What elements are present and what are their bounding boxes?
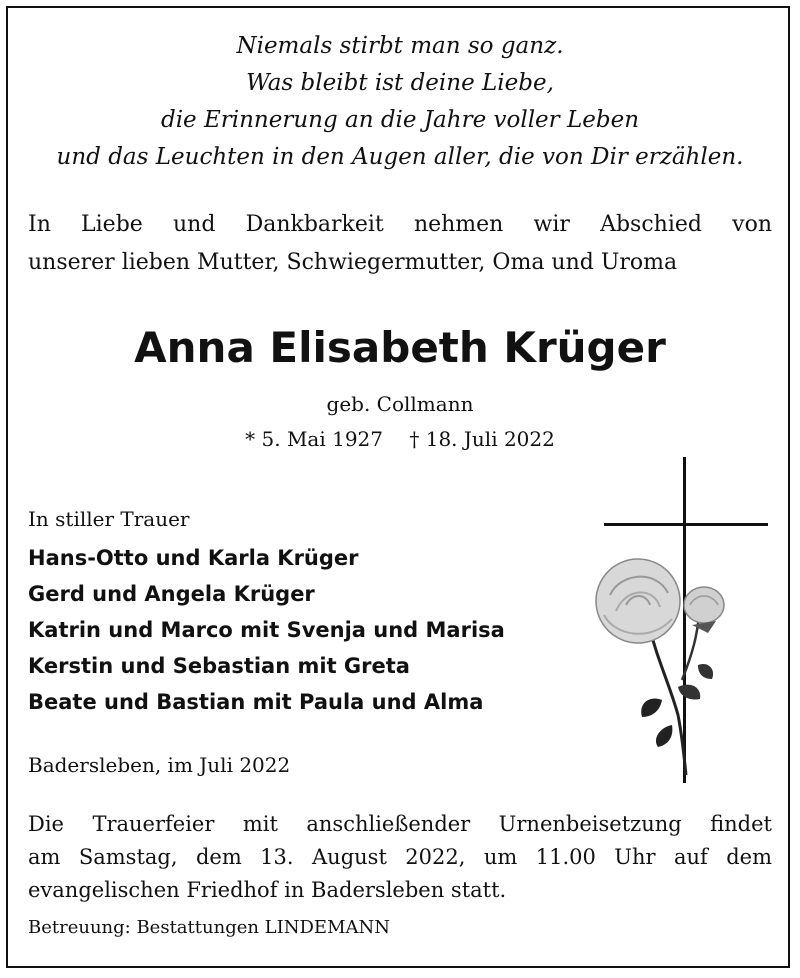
place-date: Badersleben, im Juli 2022 xyxy=(28,753,291,777)
intro-line: In Liebe und Dankbarkeit nehmen wir Abschied von xyxy=(28,212,772,237)
intro-line: unserer lieben Mutter, Schwiegermutter, Oma und Uroma xyxy=(28,250,678,275)
rose-icon xyxy=(596,559,724,775)
life-dates xyxy=(20,424,780,454)
family-member: Katrin und Marco mit Svenja und Marisa xyxy=(28,618,505,642)
birth-name: geb. Collmann xyxy=(326,392,474,416)
family-member: Beate und Bastian mit Paula und Alma xyxy=(28,690,484,714)
deceased-name: Anna Elisabeth Krüger xyxy=(134,323,666,372)
ceremony-line: am Samstag, dem 13. August 2022, um 11.00 Uhr auf dem xyxy=(28,845,772,869)
death-date: † 18. Juli 2022 xyxy=(409,427,555,451)
funeral-home: Betreuung: Bestattungen LINDEMANN xyxy=(28,917,390,938)
birth-date: * 5. Mai 1927 xyxy=(245,427,384,451)
poem-line: die Erinnerung an die Jahre voller Leben xyxy=(160,107,640,133)
family-member: Kerstin und Sebastian mit Greta xyxy=(28,654,410,678)
intro-text xyxy=(28,206,772,282)
family-member: Hans-Otto und Karla Krüger xyxy=(28,546,359,570)
poem-line: und das Leuchten in den Augen aller, die von Dir erzählen. xyxy=(56,144,744,170)
mourning-heading: In stiller Trauer xyxy=(28,507,190,531)
poem xyxy=(20,28,780,176)
poem-line: Was bleibt ist deine Liebe, xyxy=(246,70,554,96)
ceremony-line: Die Trauerfeier mit anschließender Urnenbeisetzung findet xyxy=(28,812,772,836)
poem-line: Niemals stirbt man so ganz. xyxy=(236,33,564,59)
ceremony-line: evangelischen Friedhof in Badersleben statt. xyxy=(28,878,507,902)
family-member: Gerd und Angela Krüger xyxy=(28,582,315,606)
cross-and-rose-artwork xyxy=(580,455,780,785)
ceremony-notice xyxy=(28,808,772,907)
family-list xyxy=(28,540,505,720)
